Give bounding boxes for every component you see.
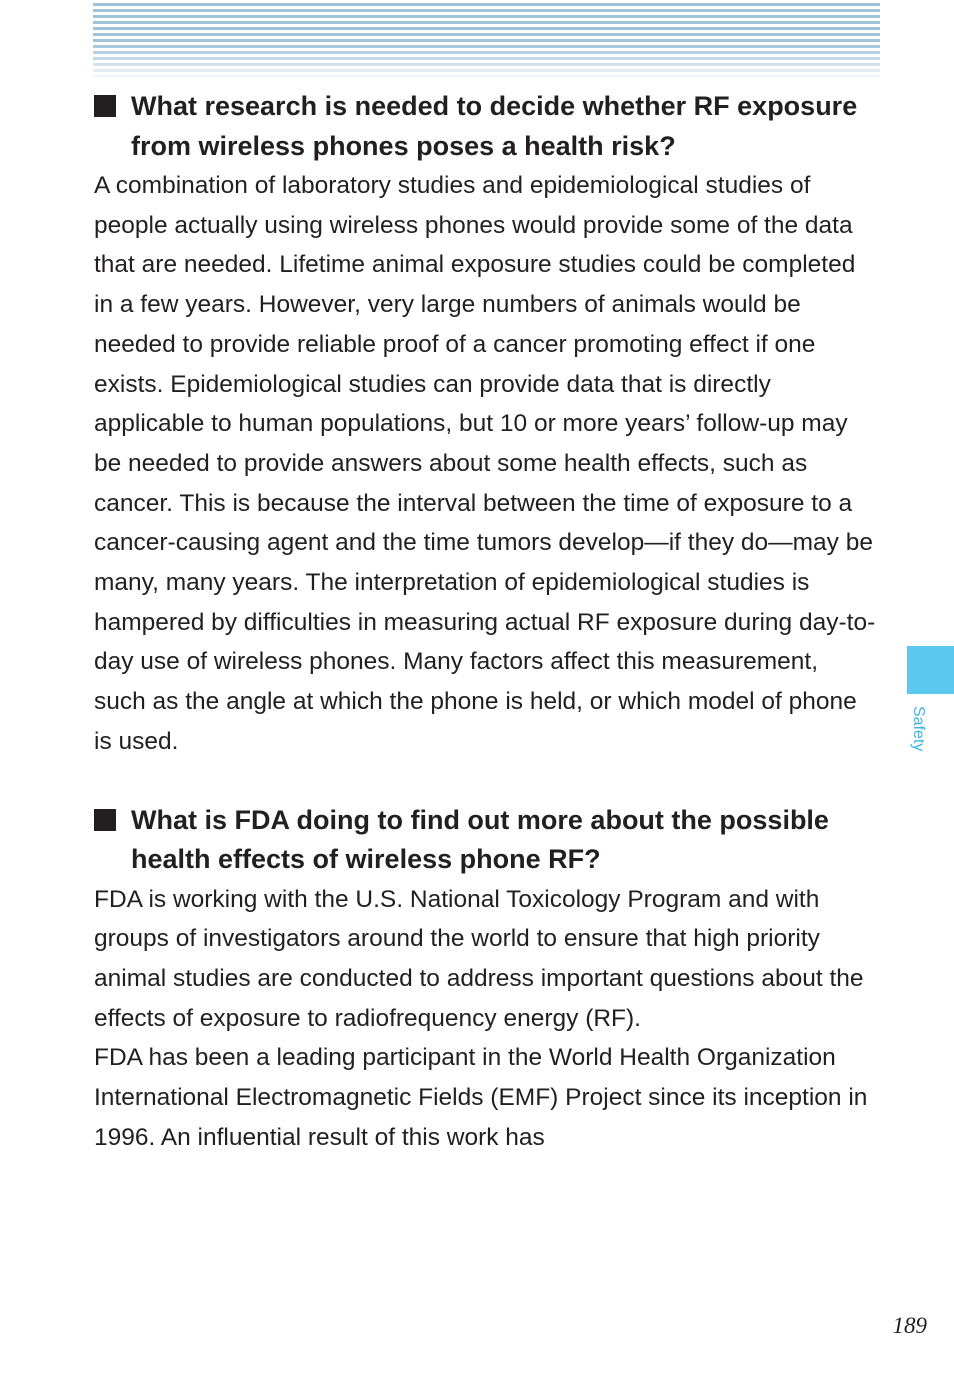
section-heading-research — [94, 87, 876, 166]
header-stripe-fade — [93, 3, 880, 77]
square-bullet-icon — [94, 809, 116, 831]
page-content — [94, 87, 876, 1157]
section-heading-text: What research is needed to decide whether RF exposure from wireless phones poses a health risk? — [131, 91, 858, 161]
paragraph-fda-who: FDA has been a leading participant in the World Health Organization International Electromagnetic Fields (EMF) Project since its inception in 1996. An influential result of this work has — [94, 1044, 868, 1151]
header-stripe-band — [93, 3, 880, 77]
section-side-tab — [907, 646, 954, 694]
section-heading-text: What is FDA doing to find out more about the possible health effects of wireless phone RF? — [131, 804, 829, 875]
section-heading-fda — [94, 801, 876, 880]
page-number: 189 — [892, 1313, 927, 1338]
paragraph-research: A combination of laboratory studies and epidemiological studies of people actually using wireless phones would provide some of the data that are needed. Lifetime animal exposure studies could be completed in a few years. However, very large numbers of animals would be needed to provide reliable proof of a cancer promoting effect if one exists. Epidemiological studies can provide data that is directly applicable to human populations, but 10 or more years’ follow-up may be needed to provide answers about some health effects, such as cancer. This is because the interval between the time of exposure to a cancer-causing agent and the time tumors develop—if they do—may be many, many years. The interpretation of epidemiological studies is hampered by difficulties in measuring actual RF exposure during day-to-day use of wireless phones. Many factors affect this measurement, such as the angle at which the phone is held, or which model of phone is used. — [94, 172, 876, 755]
paragraph-fda-ntp: FDA is working with the U.S. National Toxicology Program and with groups of investigators around the world to ensure that high priority animal studies are conducted to address important questions about the effects of exposure to radiofrequency energy (RF). — [94, 885, 864, 1032]
square-bullet-icon — [94, 95, 116, 117]
side-tab-label: Safety — [910, 706, 927, 752]
section-spacer — [94, 762, 876, 801]
